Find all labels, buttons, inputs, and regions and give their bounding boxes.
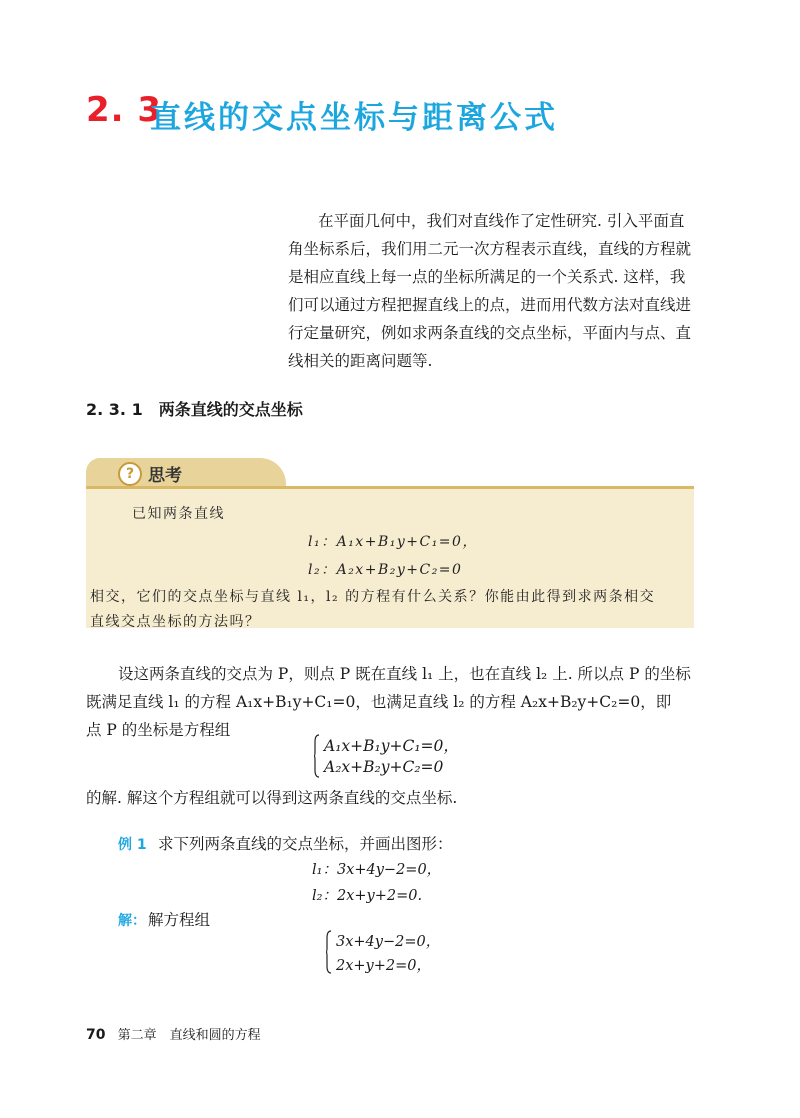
body-line: 设这两条直线的交点为 P，则点 P 既在直线 l₁ 上，也在直线 l₂ 上. 所以点 P 的坐标 xyxy=(118,665,691,683)
system-row: 2x+y+2=0， xyxy=(336,958,431,974)
think-tab xyxy=(86,458,286,488)
intro-line: 角坐标系后，我们用二元一次方程表示直线，直线的方程就 xyxy=(288,240,692,258)
think-line: 相交，它们的交点坐标与直线 l₁，l₂ 的方程有什么关系？你能由此得到求两条相交 xyxy=(90,589,656,605)
think-equation: l₁：A₁x+B₁y+C₁=0， xyxy=(308,534,478,550)
think-box xyxy=(86,458,694,628)
section-number: 2. 3 xyxy=(86,90,163,130)
intro-line: 线相关的距离问题等. xyxy=(288,352,433,370)
brace-icon xyxy=(314,734,320,778)
brace-icon xyxy=(326,930,332,974)
think-line: 直线交点坐标的方法吗？ xyxy=(90,614,261,630)
body-line: 的解. 解这个方程组就可以得到这两条直线的交点坐标. xyxy=(86,789,458,807)
think-title: 思考 xyxy=(148,466,182,486)
system-row: 3x+4y−2=0， xyxy=(336,934,441,950)
think-equation: l₂：A₂x+B₂y+C₂=0 xyxy=(308,562,463,578)
think-body xyxy=(86,489,694,628)
system-row: A₂x+B₂y+C₂=0 xyxy=(324,758,444,776)
body-line: 既满足直线 l₁ 的方程 A₁x+B₁y+C₁=0，也满足直线 l₂ 的方程 A₂x+B₂y+C₂=0，即 xyxy=(86,693,672,711)
intro-line: 行定量研究，例如求两条直线的交点坐标，平面内与点、直 xyxy=(288,324,692,342)
question-icon: ? xyxy=(118,462,142,486)
solution-text: 解方程组 xyxy=(148,911,211,929)
system-row: A₁x+B₁y+C₁=0， xyxy=(324,737,459,755)
intro-line: 在平面几何中，我们对直线作了定性研究. 引入平面直 xyxy=(318,212,685,230)
body-line: 点 P 的坐标是方程组 xyxy=(86,721,231,739)
intro-line: 们可以通过方程把握直线上的点，进而用代数方法对直线进 xyxy=(288,296,692,314)
chapter-title: 第二章 直线和圆的方程 xyxy=(117,1028,261,1043)
example-equation: l₂：2x+y+2=0. xyxy=(312,888,423,904)
intro-line: 是相应直线上每一点的坐标所满足的一个关系式. 这样，我 xyxy=(288,268,686,286)
page-footer xyxy=(86,1024,261,1043)
example-label: 例 1 xyxy=(118,837,147,853)
page-number: 70 xyxy=(86,1027,106,1043)
section-title: 直线的交点坐标与距离公式 xyxy=(150,100,558,136)
solution-label: 解： xyxy=(118,913,146,929)
example-prompt: 求下列两条直线的交点坐标，并画出图形： xyxy=(158,835,453,853)
think-line: 已知两条直线 xyxy=(132,506,225,522)
subsection-heading: 2. 3. 1 两条直线的交点坐标 xyxy=(86,400,303,419)
example-equation: l₁：3x+4y−2=0， xyxy=(312,862,442,878)
